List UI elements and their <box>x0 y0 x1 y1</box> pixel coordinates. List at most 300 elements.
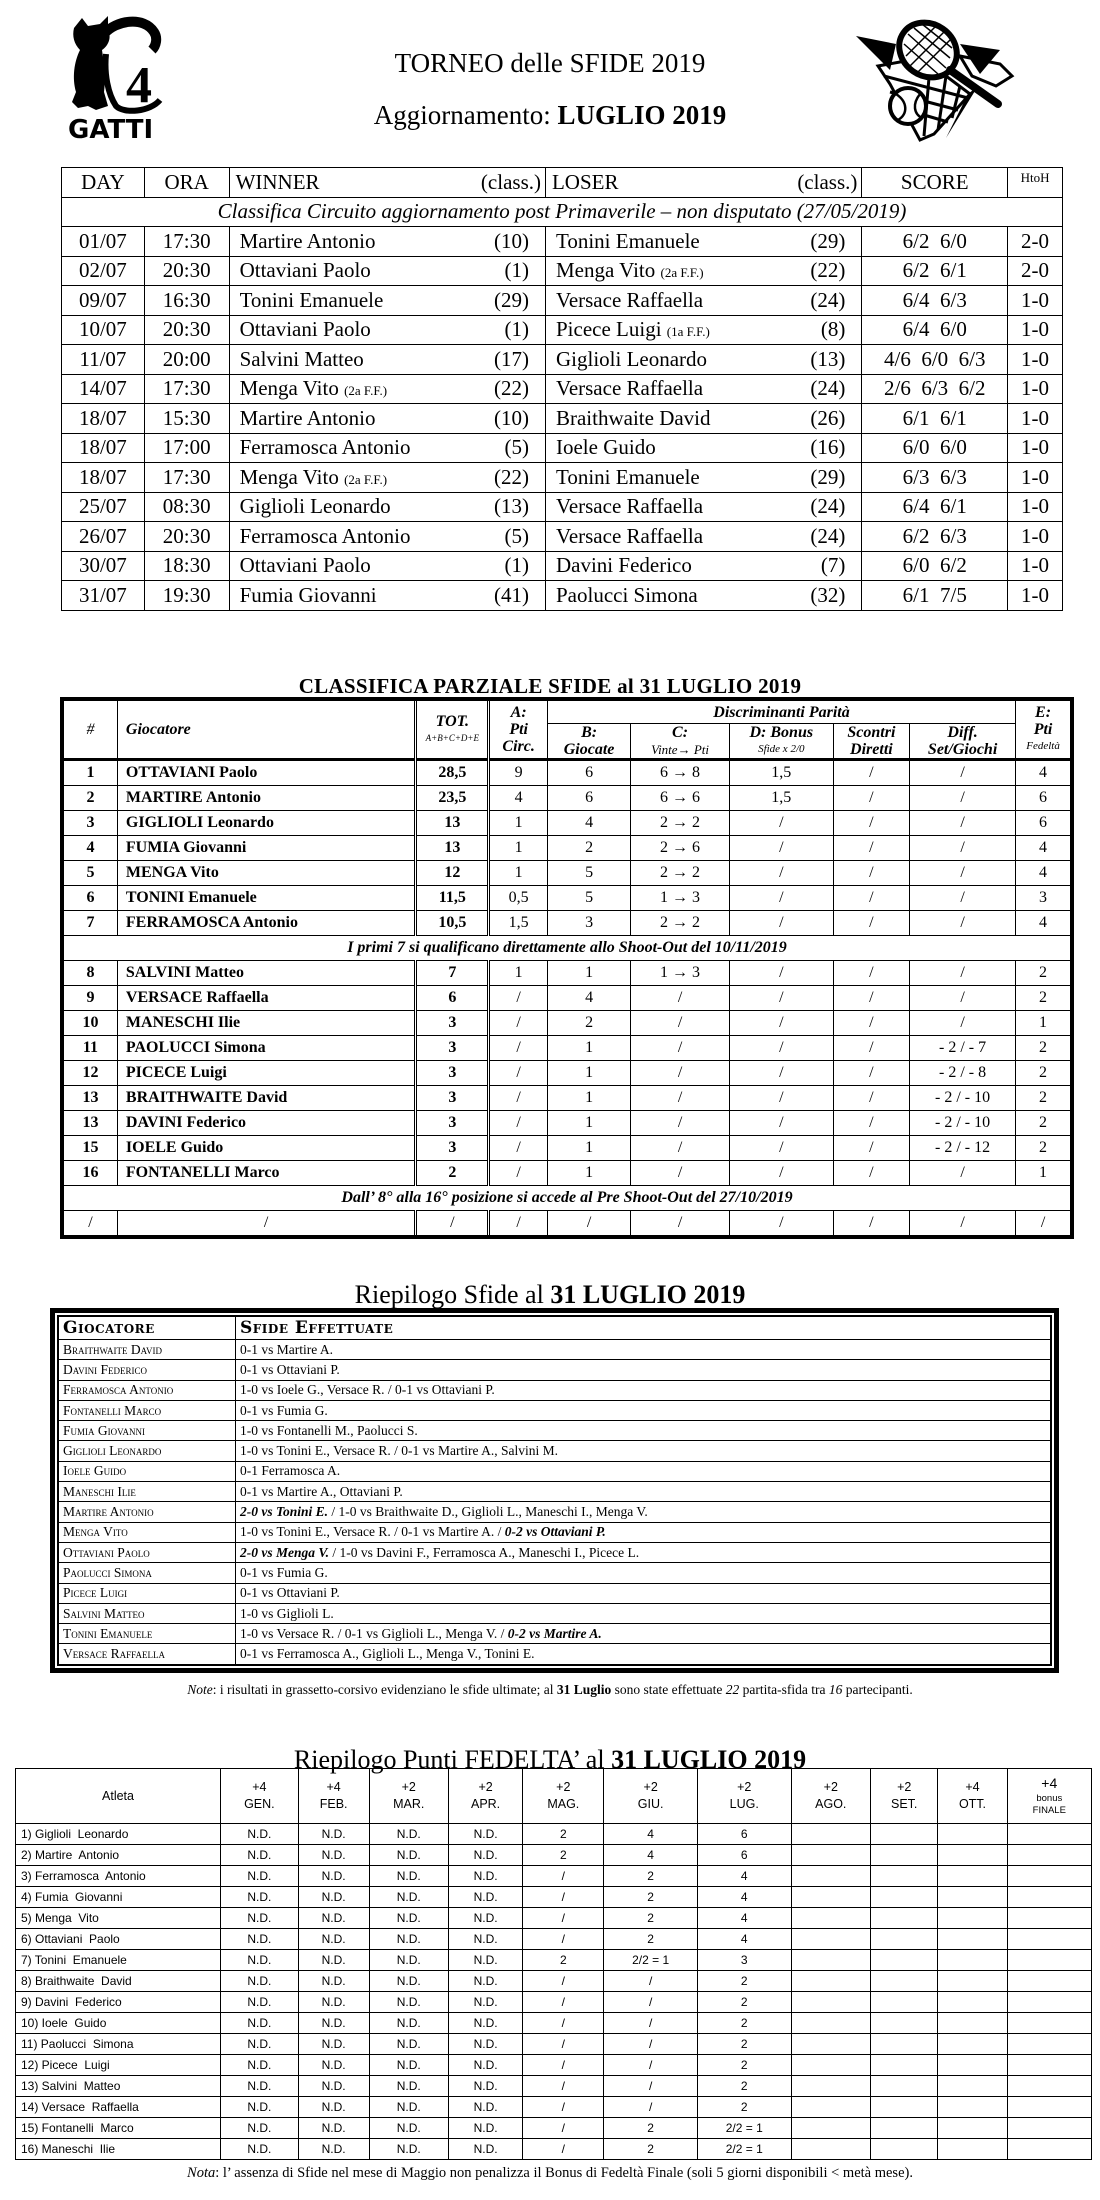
fedelta-points: N.D. <box>448 2076 522 2097</box>
vinte-pti: / <box>631 1161 730 1186</box>
fedelta-points: N.D. <box>221 1908 299 1929</box>
giocate: 1 <box>547 1036 630 1061</box>
fedelta-points <box>870 2034 937 2055</box>
loser-cell <box>546 435 861 460</box>
winner-class: (10) <box>493 405 529 430</box>
fedelta-points <box>870 1971 937 1992</box>
winner-name: Salvini Matteo <box>239 346 364 371</box>
match-winner <box>229 256 545 286</box>
fedelta-points: N.D. <box>298 2097 369 2118</box>
match-time: 15:30 <box>144 404 229 434</box>
result-text: 0-1 vs Fumia G. <box>240 1402 328 1418</box>
loser-class: (7) <box>820 553 846 578</box>
fedelta-title-prefix: Riepilogo Punti FEDELTA’ al <box>293 1745 612 1774</box>
fedelta-points: N.D. <box>369 2139 448 2160</box>
loser-name: Giglioli Leonardo <box>555 346 708 371</box>
loser-name-group <box>554 229 700 254</box>
giocate: 6 <box>547 786 630 811</box>
winner-name: Ottaviani Paolo <box>239 258 371 283</box>
player-name <box>117 886 415 911</box>
col-month-apr <box>448 1769 522 1824</box>
loser-class: (32) <box>810 582 846 607</box>
athlete-name: 3) Ferramosca Antonio <box>16 1866 221 1887</box>
month-points: +2 <box>643 1780 658 1794</box>
fedelta-points <box>791 1908 870 1929</box>
match-htoh: 1-0 <box>1008 522 1063 552</box>
winner-name: Martire Antonio <box>239 405 376 430</box>
sfide-results <box>236 1624 1052 1644</box>
fedelta-points: 2 <box>697 2013 791 2034</box>
rank: 3 <box>62 811 117 836</box>
fedelta-points <box>791 1887 870 1908</box>
fedelta-points: N.D. <box>369 2055 448 2076</box>
fedelta-points <box>938 2076 1007 2097</box>
player-surname: PICECE <box>125 1064 187 1081</box>
fedelta-points <box>1007 2097 1091 2118</box>
athlete-name: 11) Paolucci Simona <box>16 2034 221 2055</box>
pti-circ: 1 <box>489 961 548 986</box>
note-date: 31 Luglio <box>556 1682 612 1697</box>
loser-name-group <box>554 583 698 608</box>
empty-row <box>62 1211 1072 1238</box>
match-score: 6/2 6/1 <box>862 256 1008 286</box>
fedelta-points <box>791 2139 870 2160</box>
loser-class: (29) <box>810 228 846 253</box>
sfide-results <box>236 1461 1052 1481</box>
matches-subtitle: Classifica Circuito aggiornamento post Primaverile – non disputato (27/05/2019) <box>62 197 1063 227</box>
giocate: 1 <box>547 1161 630 1186</box>
match-winner <box>229 404 545 434</box>
giocate: 4 <box>547 986 630 1011</box>
bonus: / <box>729 1036 833 1061</box>
match-day: 11/07 <box>62 345 145 375</box>
fedelta-points: N.D. <box>369 2118 448 2139</box>
sfide-player: Picece Luigi <box>58 1583 236 1603</box>
fedelta-points: N.D. <box>221 1824 299 1845</box>
pre-shootout-note-row <box>62 1186 1072 1211</box>
winner-name: Ottaviani Paolo <box>239 317 371 342</box>
giocate: 1 <box>547 1136 630 1161</box>
fedelta-points: N.D. <box>369 1908 448 1929</box>
match-day: 26/07 <box>62 522 145 552</box>
pti-circ: / <box>489 1111 548 1136</box>
fedelta-note-label: Nota <box>187 2165 216 2181</box>
fedelta-points <box>1007 1824 1091 1845</box>
fedelta-points: N.D. <box>298 2139 369 2160</box>
giocate: 5 <box>547 886 630 911</box>
player-firstname: Antonio <box>205 789 261 806</box>
pti-fedelta: 2 <box>1016 986 1072 1011</box>
player-name <box>117 961 415 986</box>
player-firstname: Ilie <box>217 1014 241 1031</box>
loser-class: (8) <box>820 317 846 342</box>
match-row <box>62 374 1063 404</box>
fedelta-points: / <box>604 2013 698 2034</box>
winner-cell <box>230 317 545 342</box>
total-points: 12 <box>416 861 489 886</box>
total-points: 13 <box>416 811 489 836</box>
fedelta-points <box>870 1929 937 1950</box>
fedelta-points: 4 <box>697 1866 791 1887</box>
fedelta-points <box>791 2076 870 2097</box>
match-loser <box>545 463 861 493</box>
pti-fedelta: 2 <box>1016 1111 1072 1136</box>
fedelta-points: N.D. <box>298 2055 369 2076</box>
player-firstname: Marco <box>234 1164 280 1181</box>
winner-class: (1) <box>504 553 529 578</box>
player-name <box>117 1086 415 1111</box>
winner-name: Ferramosca Antonio <box>239 435 411 460</box>
fedelta-row <box>16 2139 1092 2160</box>
b-label-2: Giocate <box>563 741 615 758</box>
fedelta-points: / <box>604 2076 698 2097</box>
final-result: 0-2 vs Ottaviani P. <box>504 1524 606 1540</box>
sfide-results <box>236 1482 1052 1502</box>
bonus-label-1: bonus <box>1036 1793 1063 1804</box>
scontri-diretti: / <box>833 961 909 986</box>
rank: 7 <box>62 911 117 936</box>
fedelta-points <box>938 1887 1007 1908</box>
rank: 16 <box>62 1161 117 1186</box>
match-day: 30/07 <box>62 551 145 581</box>
pti-fedelta: 2 <box>1016 1086 1072 1111</box>
match-score: 6/2 6/0 <box>862 227 1008 257</box>
winner-name: Fumia Giovanni <box>239 582 377 607</box>
fedelta-points <box>791 1971 870 1992</box>
player-firstname: Guido <box>180 1139 224 1156</box>
sfide-player: Ioele Guido <box>58 1461 236 1481</box>
winner-class: (22) <box>493 376 529 401</box>
sfide-results <box>236 1441 1052 1461</box>
tot-formula: A+B+C+D+E <box>425 732 479 743</box>
match-loser <box>545 227 861 257</box>
match-loser <box>545 492 861 522</box>
match-htoh: 1-0 <box>1008 345 1063 375</box>
loser-name-group <box>554 376 703 401</box>
vinte-pti: 6 → 8 <box>631 760 730 786</box>
match-time: 16:30 <box>144 286 229 316</box>
month-points: +2 <box>401 1780 416 1794</box>
loser-name-group <box>554 494 703 519</box>
match-time: 17:30 <box>144 374 229 404</box>
fedelta-points <box>938 1908 1007 1929</box>
loser-cell <box>546 524 861 549</box>
diff-set-giochi: / <box>910 886 1016 911</box>
sfide-row <box>58 1441 1051 1461</box>
classifica-row <box>62 786 1072 811</box>
pti-fedelta: 6 <box>1016 811 1072 836</box>
fedelta-points: N.D. <box>298 1950 369 1971</box>
sfide-results <box>236 1360 1052 1380</box>
a-label-1: A: <box>510 704 527 721</box>
match-row <box>62 315 1063 345</box>
col-winner <box>229 168 545 198</box>
athlete-name: 1) Giglioli Leonardo <box>16 1824 221 1845</box>
tot-label: TOT. <box>435 712 469 730</box>
match-htoh: 1-0 <box>1008 463 1063 493</box>
tennis-logo <box>850 14 1030 149</box>
match-time: 20:00 <box>144 345 229 375</box>
sfide-row <box>58 1583 1051 1603</box>
fedelta-points <box>791 1845 870 1866</box>
athlete-name: 8) Braithwaite David <box>16 1971 221 1992</box>
match-winner <box>229 345 545 375</box>
col-a <box>489 699 548 760</box>
fedelta-title-date: 31 LUGLIO 2019 <box>611 1745 807 1774</box>
fedelta-points: N.D. <box>448 1929 522 1950</box>
col-sfide-effettuate: Sfide Effettuate <box>236 1316 1052 1340</box>
fedelta-points: N.D. <box>221 2034 299 2055</box>
player-firstname: David <box>246 1089 288 1106</box>
vinte-pti: / <box>631 1061 730 1086</box>
player-surname: SALVINI <box>125 964 192 981</box>
fedelta-points: N.D. <box>298 1992 369 2013</box>
fedelta-points: N.D. <box>369 1971 448 1992</box>
winner-class: (10) <box>493 228 529 253</box>
sfide-results <box>236 1502 1052 1522</box>
loser-name: Tonini Emanuele <box>555 228 700 253</box>
diff-set-giochi: / <box>910 760 1016 786</box>
pti-circ: / <box>489 1061 548 1086</box>
total-points: 3 <box>416 1061 489 1086</box>
match-winner <box>229 433 545 463</box>
fedelta-points: 4 <box>697 1908 791 1929</box>
scontri-diretti: / <box>833 1111 909 1136</box>
s-label-1: Scontri <box>847 724 896 741</box>
rank: 12 <box>62 1061 117 1086</box>
diff-set-giochi: / <box>910 1011 1016 1036</box>
rank: 13 <box>62 1086 117 1111</box>
classifica-header-row-1 <box>62 699 1072 724</box>
fedelta-points: 2/2 = 1 <box>697 2139 791 2160</box>
bonus: / <box>729 961 833 986</box>
player-name <box>117 836 415 861</box>
b-label-1: B: <box>581 724 598 741</box>
fedelta-row <box>16 1992 1092 2013</box>
loser-class-label: (class.) <box>797 169 858 194</box>
col-scontri <box>833 724 909 760</box>
note-participants: 16 <box>828 1682 843 1697</box>
fedelta-points <box>938 1929 1007 1950</box>
fedelta-points: 2 <box>697 2055 791 2076</box>
col-month-mag <box>523 1769 604 1824</box>
fedelta-points <box>791 2013 870 2034</box>
rank: 5 <box>62 861 117 886</box>
loser-class: (13) <box>810 346 846 371</box>
match-time: 17:30 <box>144 463 229 493</box>
col-month-ago <box>791 1769 870 1824</box>
bonus: / <box>729 886 833 911</box>
vinte-pti: / <box>631 986 730 1011</box>
total-points: 2 <box>416 1161 489 1186</box>
tennis-racket-icon <box>850 14 1030 149</box>
loser-cell <box>546 583 861 608</box>
bonus: / <box>729 836 833 861</box>
vinte-pti: 1 → 3 <box>631 886 730 911</box>
df-label-2: Set/Giochi <box>927 741 998 758</box>
player-firstname: Federico <box>186 1114 247 1131</box>
loser-name-group <box>554 288 703 313</box>
match-row <box>62 551 1063 581</box>
rank: 6 <box>62 886 117 911</box>
athlete-name: 6) Ottaviani Paolo <box>16 1929 221 1950</box>
fedelta-points <box>1007 2118 1091 2139</box>
fedelta-points: 2 <box>523 1845 604 1866</box>
fedelta-points <box>791 1950 870 1971</box>
riepilogo-sfide-box <box>50 1308 1059 1673</box>
loser-cell <box>546 229 861 254</box>
col-month-giu <box>604 1769 698 1824</box>
classifica-row <box>62 1111 1072 1136</box>
month-points: +2 <box>556 1780 571 1794</box>
month-label: GIU. <box>637 1797 664 1811</box>
classifica-row <box>62 986 1072 1011</box>
fedelta-points: N.D. <box>448 2055 522 2076</box>
loser-name: Versace Raffaella <box>555 494 704 519</box>
month-label: FEB. <box>319 1797 348 1811</box>
final-result: 0-2 vs Martire A. <box>507 1625 602 1641</box>
result-text: 1-0 vs Versace R. / 0-1 vs Giglioli L., Menga V. / <box>240 1625 508 1641</box>
pti-circ: 4 <box>489 786 548 811</box>
pti-circ: 1 <box>489 811 548 836</box>
match-row <box>62 581 1063 611</box>
fedelta-points: 4 <box>697 1887 791 1908</box>
sfide-results <box>236 1603 1052 1623</box>
diff-set-giochi: - 2 / - 10 <box>910 1086 1016 1111</box>
winner-cell <box>230 524 545 549</box>
athlete-name: 4) Fumia Giovanni <box>16 1887 221 1908</box>
player-surname: IOELE <box>125 1139 177 1156</box>
rank: 9 <box>62 986 117 1011</box>
total-points: 11,5 <box>416 886 489 911</box>
match-htoh: 2-0 <box>1008 227 1063 257</box>
fedelta-points: N.D. <box>298 1887 369 1908</box>
fedelta-points <box>1007 1971 1091 1992</box>
note-label: Note <box>187 1682 213 1697</box>
winner-name: Martire Antonio <box>239 228 376 253</box>
giocate: 3 <box>547 911 630 936</box>
match-htoh: 1-0 <box>1008 286 1063 316</box>
month-label: AGO. <box>815 1797 847 1811</box>
fedelta-points <box>870 2097 937 2118</box>
vinte-pti: / <box>631 1136 730 1161</box>
fedelta-points: N.D. <box>298 1908 369 1929</box>
match-winner <box>229 374 545 404</box>
fedelta-points: N.D. <box>448 1992 522 2013</box>
match-htoh: 1-0 <box>1008 581 1063 611</box>
pre-shootout-note: Dall’ 8° alla 16° posizione si accede al Pre Shoot-Out del 27/10/2019 <box>62 1186 1072 1211</box>
player-surname: VERSACE <box>125 989 203 1006</box>
fedelta-points <box>870 2055 937 2076</box>
fedelta-points: N.D. <box>298 1866 369 1887</box>
fedelta-points: N.D. <box>448 2139 522 2160</box>
giocate: 6 <box>547 760 630 786</box>
player-surname: MENGA <box>125 864 187 881</box>
fedelta-points: N.D. <box>448 2118 522 2139</box>
fedelta-points: N.D. <box>221 2076 299 2097</box>
total-points: 23,5 <box>416 786 489 811</box>
total-points: 3 <box>416 1011 489 1036</box>
col-month-set <box>870 1769 937 1824</box>
col-atleta: Atleta <box>16 1769 221 1824</box>
col-loser <box>545 168 861 198</box>
result-text: / 1-0 vs Davini F., Ferramosca A., Maneschi I., Picece L. <box>329 1544 640 1560</box>
sfide-row <box>58 1482 1051 1502</box>
fedelta-points: N.D. <box>298 2034 369 2055</box>
giocate: 1 <box>547 1061 630 1086</box>
winner-name-group <box>238 229 376 254</box>
match-day: 18/07 <box>62 463 145 493</box>
winner-class: (17) <box>493 346 529 371</box>
winner-class: (1) <box>504 317 529 342</box>
loser-name-group <box>554 347 707 372</box>
fedelta-points: N.D. <box>369 1824 448 1845</box>
loser-cell <box>546 288 861 313</box>
player-surname: PAOLUCCI <box>125 1039 211 1056</box>
fedelta-points: / <box>523 2076 604 2097</box>
fedelta-points: / <box>523 2034 604 2055</box>
fedelta-points: 4 <box>604 1824 698 1845</box>
shootout-note: I primi 7 si qualificano direttamente allo Shoot-Out del 10/11/2019 <box>62 936 1072 961</box>
loser-class: (26) <box>810 405 846 430</box>
bonus: 1,5 <box>729 786 833 811</box>
sfide-player: Davini Federico <box>58 1360 236 1380</box>
fedelta-note <box>0 2165 1100 2182</box>
month-points: +4 <box>965 1780 980 1794</box>
player-firstname: Leonardo <box>207 814 274 831</box>
player-name <box>117 811 415 836</box>
fedelta-points: 2 <box>604 1929 698 1950</box>
pti-circ: / <box>489 1136 548 1161</box>
fedelta-points: N.D. <box>448 2097 522 2118</box>
pti-fedelta: 2 <box>1016 1061 1072 1086</box>
winner-class: (41) <box>493 582 529 607</box>
fedelta-points: 4 <box>604 1845 698 1866</box>
sfide-player: Tonini Emanuele <box>58 1624 236 1644</box>
match-row <box>62 522 1063 552</box>
update-month: LUGLIO 2019 <box>557 100 727 130</box>
month-points: +2 <box>897 1780 912 1794</box>
player-firstname: Antonio <box>242 914 298 931</box>
player-firstname: Giovanni <box>183 839 247 856</box>
fedelta-note-text: : l’ assenza di Sfide nel mese di Maggio non penalizza il Bonus di Fedeltà Finale (soli 5 giorni disponibili < metà mese). <box>215 2165 913 2181</box>
scontri-diretti: / <box>833 786 909 811</box>
diff-set-giochi: / <box>910 1161 1016 1186</box>
match-htoh: 1-0 <box>1008 404 1063 434</box>
fedelta-points: / <box>523 2055 604 2076</box>
match-htoh: 1-0 <box>1008 374 1063 404</box>
month-points: +2 <box>737 1780 752 1794</box>
bonus: / <box>729 1011 833 1036</box>
match-day: 10/07 <box>62 315 145 345</box>
bonus: / <box>729 1161 833 1186</box>
fedelta-row <box>16 1908 1092 1929</box>
fedelta-points <box>791 1929 870 1950</box>
player-name <box>117 1136 415 1161</box>
month-label: MAR. <box>393 1797 425 1811</box>
fedelta-points <box>791 1992 870 2013</box>
fedelta-points: 2 <box>604 2118 698 2139</box>
fedelta-points: N.D. <box>448 2034 522 2055</box>
loser-name-group <box>554 465 700 490</box>
rank: 13 <box>62 1111 117 1136</box>
sfide-row <box>58 1563 1051 1583</box>
fedelta-points: / <box>523 1971 604 1992</box>
fedelta-points: 2/2 = 1 <box>604 1950 698 1971</box>
riepilogo-header-row <box>58 1316 1051 1340</box>
fedelta-points: N.D. <box>448 1950 522 1971</box>
fedelta-points: / <box>604 2055 698 2076</box>
